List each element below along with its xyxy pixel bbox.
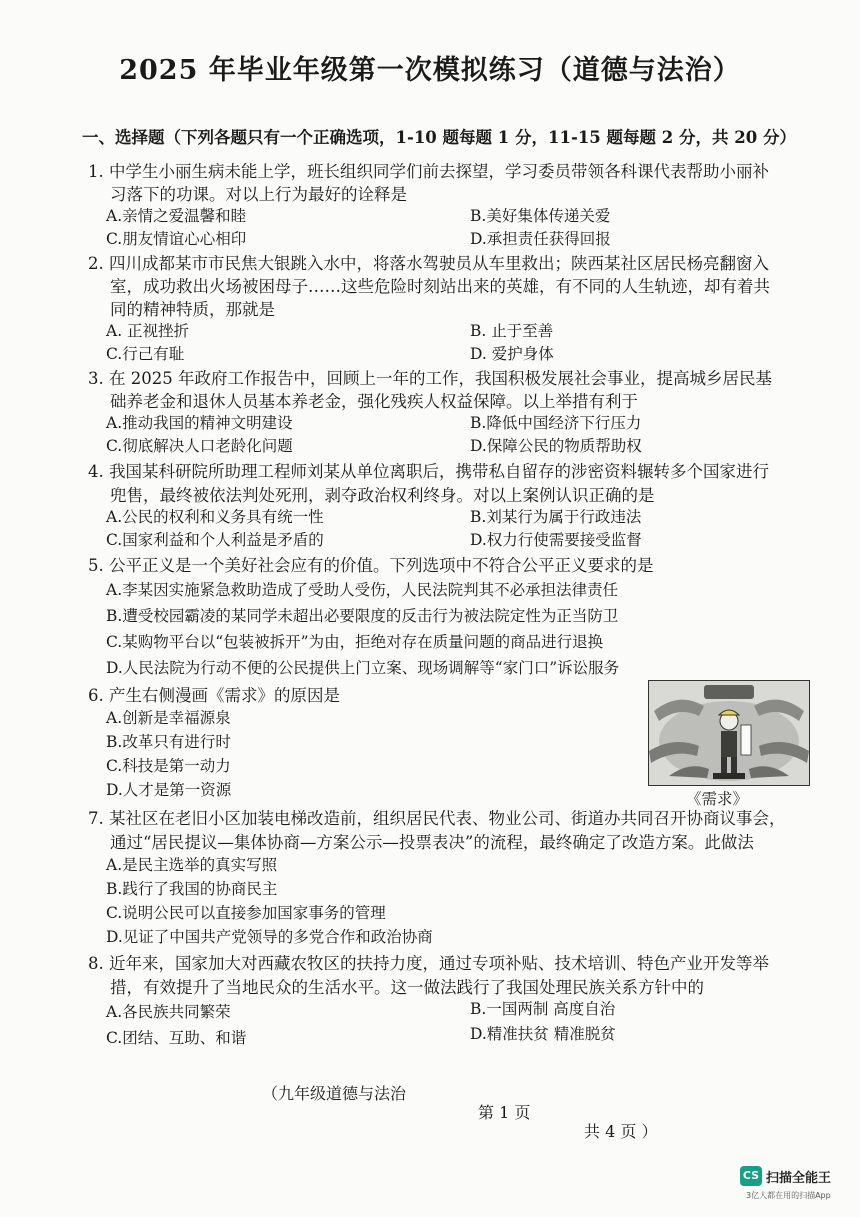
question-7-option-a: A.是民主选举的真实写照 bbox=[106, 856, 278, 874]
question-1-stem-line-1: 1. 中学生小丽生病未能上学，班长组织同学们前去探望，学习委员带领各科课代表帮助小丽补 bbox=[88, 162, 769, 181]
question-6-option-d: D.人才是第一资源 bbox=[106, 781, 232, 799]
question-2-option-a: A. 正视挫折 bbox=[106, 322, 190, 340]
question-5-option-b: B.遭受校园霸凌的某同学未超出必要限度的反击行为被法院定性为正当防卫 bbox=[106, 607, 619, 625]
footer-subject: （九年级道德与法治 bbox=[262, 1084, 407, 1103]
question-3-stem-line-1: 3. 在 2025 年政府工作报告中，回顾上一年的工作，我国积极发展社会事业，提高城乡居民基 bbox=[88, 369, 772, 388]
page-footer bbox=[0, 1062, 860, 1141]
question-7-option-c: C.说明公民可以直接参加国家事务的管理 bbox=[106, 904, 386, 922]
question-8-option-d: D.精准扶贫 精准脱贫 bbox=[470, 1025, 616, 1043]
cartoon-image bbox=[648, 680, 810, 786]
question-3-option-c: C.彻底解决人口老龄化问题 bbox=[106, 437, 293, 455]
question-2-stem-line-1: 2. 四川成都某市市民焦大银跳入水中，将落水驾驶员从车里救出；陕西某社区居民杨亮翻窗入 bbox=[88, 254, 769, 273]
scanner-app-name: 扫描全能王 bbox=[766, 1171, 832, 1186]
question-4-stem-line-2: 兜售，最终被依法判处死刑，剥夺政治权利终身。对以上案例认识正确的是 bbox=[110, 486, 655, 505]
question-4-option-d: D.权力行使需要接受监督 bbox=[470, 531, 642, 549]
question-1-stem-line-2: 习落下的功课。对以上行为最好的诠释是 bbox=[110, 185, 407, 204]
question-8-stem-line-1: 8. 近年来，国家加大对西藏农牧区的扶持力度，通过专项补贴、技术培训、特色产业开发等举 bbox=[88, 954, 769, 973]
question-1-option-d: D.承担责任获得回报 bbox=[470, 230, 611, 248]
question-4-stem-line-1: 4. 我国某科研院所助理工程师刘某从单位离职后，携带私自留存的涉密资料辗转多个国家进行 bbox=[88, 462, 769, 481]
question-3-option-a: A.推动我国的精神文明建设 bbox=[106, 414, 293, 432]
question-8-stem-line-2: 措，有效提升了当地民众的生活水平。这一做法践行了我国处理民族关系方针中的 bbox=[110, 978, 704, 997]
question-6-option-b: B.改革只有进行时 bbox=[106, 733, 231, 751]
question-2-stem-line-2: 室，成功救出火场被困母子……这些危险时刻站出来的英雄，有不同的人生轨迹，却有着共 bbox=[110, 277, 770, 296]
section-heading: 一、选择题（下列各题只有一个正确选项，1-10 题每题 1 分，11-15 题每题 2 分，共 20 分） bbox=[82, 128, 796, 147]
question-4-option-a: A.公民的权利和义务具有统一性 bbox=[106, 508, 324, 526]
question-5-option-a: A.李某因实施紧急救助造成了受助人受伤，人民法院判其不必承担法律责任 bbox=[106, 581, 619, 599]
question-1-option-a: A.亲情之爱温馨和睦 bbox=[106, 207, 247, 225]
question-2-option-d: D. 爱护身体 bbox=[470, 345, 554, 363]
question-5-option-c: C.某购物平台以“包装被拆开”为由，拒绝对存在质量问题的商品进行退换 bbox=[106, 633, 604, 651]
footer-total-pages: 共 4 页 ） bbox=[584, 1122, 658, 1141]
question-3-stem-line-2: 础养老金和退休人员基本养老金，强化残疾人权益保障。以上举措有利于 bbox=[110, 392, 638, 411]
question-2-option-b: B. 止于至善 bbox=[470, 322, 554, 340]
scanner-logo-icon: CS bbox=[740, 1166, 762, 1186]
question-1-option-b: B.美好集体传递关爱 bbox=[470, 207, 611, 225]
footer-page-number: 第 1 页 bbox=[478, 1103, 531, 1122]
question-6-stem-line-1: 6. 产生右侧漫画《需求》的原因是 bbox=[88, 686, 340, 705]
question-2-option-c: C.行己有耻 bbox=[106, 345, 185, 363]
question-6-option-c: C.科技是第一动力 bbox=[106, 757, 231, 775]
question-4-option-c: C.国家利益和个人利益是矛盾的 bbox=[106, 531, 324, 549]
question-7-stem-line-2: 通过“居民提议—集体协商—方案公示—投票表决”的流程，最终确定了改造方案。此做法 bbox=[110, 833, 754, 852]
cartoon-caption: 《需求》 bbox=[686, 790, 749, 808]
question-7-option-d: D.见证了中国共产党领导的多党合作和政治协商 bbox=[106, 928, 433, 946]
question-3-option-d: D.保障公民的物质帮助权 bbox=[470, 437, 642, 455]
question-6-option-a: A.创新是幸福源泉 bbox=[106, 709, 231, 727]
scanner-tagline: 3亿人都在用的扫描App bbox=[746, 1191, 831, 1200]
question-3-option-b: B.降低中国经济下行压力 bbox=[470, 414, 642, 432]
question-5-option-d: D.人民法院为行动不便的公民提供上门立案、现场调解等“家门口”诉讼服务 bbox=[106, 659, 620, 677]
question-8-option-c: C.团结、互助、和谐 bbox=[106, 1029, 247, 1047]
question-2-stem-line-3: 同的精神特质，那就是 bbox=[110, 300, 275, 319]
question-7-option-b: B.践行了我国的协商民主 bbox=[106, 880, 278, 898]
page-title: 2025 年毕业年级第一次模拟练习（道德与法治） bbox=[119, 55, 741, 86]
question-4-option-b: B.刘某行为属于行政违法 bbox=[470, 508, 642, 526]
question-8-option-a: A.各民族共同繁荣 bbox=[106, 1003, 231, 1021]
question-8-option-b: B.一国两制 高度自治 bbox=[470, 1000, 616, 1018]
question-7-stem-line-1: 7. 某社区在老旧小区加装电梯改造前，组织居民代表、物业公司、街道办共同召开协商议事会， bbox=[88, 809, 786, 828]
question-5-stem-line-1: 5. 公平正义是一个美好社会应有的价值。下列选项中不符合公平正义要求的是 bbox=[88, 556, 654, 575]
question-1-option-c: C.朋友情谊心心相印 bbox=[106, 230, 247, 248]
